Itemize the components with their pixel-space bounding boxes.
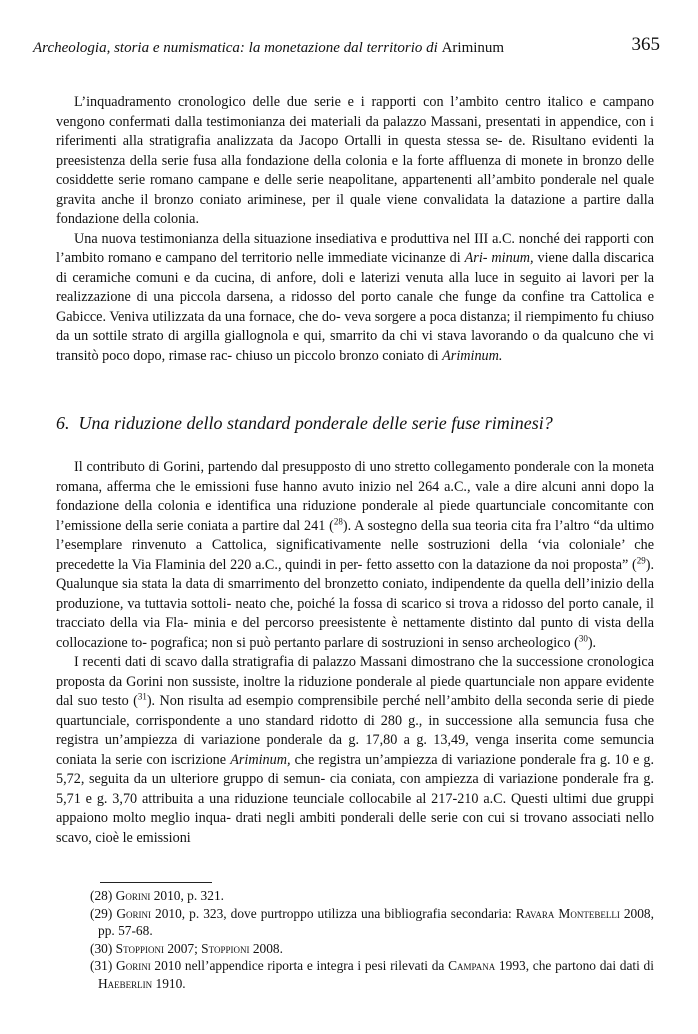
footnote-29: [56, 905, 654, 940]
p4-line: drati negli ambiti ponderali delle serie con cui si trovano associati nello scavo, cioè le emissioni: [56, 810, 655, 846]
p4-line: non appare evidente dal suo testo (: [56, 673, 655, 709]
body-block-2: [56, 458, 654, 848]
p1-line: L’inquadramento cronologico delle due serie e i rapporti con l’ambito centro italico e: [74, 94, 596, 110]
paragraph-1: [56, 93, 654, 230]
p3-line: della sua teoria cita fra l’altro “da ultimo l’esemplare rinvenuto a Cattolica, significativamente: [56, 517, 655, 553]
footnote-text: 2008, pp. 57-68.: [98, 905, 654, 938]
footnote-31: [56, 957, 654, 992]
body-block-1: [56, 93, 654, 366]
p4-line: che registra: [294, 751, 361, 768]
footnote-number: (28): [90, 888, 113, 903]
footnote-ref-29[interactable]: 29: [636, 554, 646, 565]
p3-line: ).: [587, 634, 597, 651]
footnote-author: Gorini: [115, 888, 151, 903]
p3-line: con la moneta romana, afferma che le emissioni fuse hanno avuto inizio nel 264 a.C., vale a: [56, 459, 655, 495]
footnote-text: 2010 nell’appendice riporta e integra i pesi rilevati da: [150, 958, 449, 973]
paragraph-3: [56, 458, 654, 653]
footnote-citation: Haeberlin: [98, 975, 153, 991]
p2-italic: Ariminum.: [442, 347, 503, 364]
p4-line: successione alla semuncia fusa che registra un’ampiezza di variazione ponderale da g. 17,80 a: [56, 712, 654, 748]
footnotes: [56, 887, 654, 992]
p3-line: del bronzetto coniato, indipendente da quella dell’inizio della produzione, va tuttavia sottoli-: [56, 576, 655, 612]
footnote-30: [56, 940, 654, 958]
p1-line: campano vengono confermati dalla testimonianza dei materiali da palazzo Massani, presentati: [56, 94, 654, 130]
p2-line: chiuso un piccolo bronzo coniato di: [235, 347, 439, 364]
paragraph-2: [56, 230, 654, 367]
p2-line: e qui, smarrito da chi vi stava lavorando o da qualcuno che vi transitò poco dopo, rimase rac-: [56, 328, 655, 364]
footnote-text: 1910.: [152, 975, 186, 991]
p4-line: ). Non risulta ad esempio comprensibile perché nell’ambito: [146, 693, 491, 709]
p1-line: quale viene convalidata la datazione a partire dalla fondazione della colonia.: [56, 191, 655, 227]
footnote-number: (30): [90, 940, 113, 956]
p3-line: pografica; non si può pertanto parlare di sostruzioni in senso archeologico (: [150, 634, 579, 651]
footnote-text: 2008.: [249, 940, 283, 956]
p2-line: dei rapporti con l’ambito romano e campano del territorio nelle immediate vicinanze di: [56, 230, 655, 266]
p4-line: cia coniata, con ampiezza di variazione ponderale fra g. 5,71 e g. 3,70 attribuita a una riduzione: [56, 771, 654, 807]
p2-italic: Ari-: [464, 250, 488, 266]
p2-line: viene dalla discarica di ceramiche comuni e da cucina, di anfore, doli e laterizi venuta: [56, 250, 655, 286]
p3-line: dire alcuni anni dopo la fondazione della colonia e identifica una riduzione ponderale al piede: [56, 478, 654, 514]
footnote-divider: [100, 882, 212, 883]
p4-line: g. 13,49, venga inserita come semuncia coniata la serie con iscrizione: [56, 732, 655, 768]
p1-line: in appendice, con i riferimenti alla stratigrafia analizzata da Jacopo Ortalli in questa stessa se-: [56, 113, 654, 149]
running-head-title-roman: Ariminum: [441, 40, 505, 56]
p4-line: della seconda serie di piede quartunciale, corrispondente a uno standard ridotto di 280 g., in: [56, 693, 655, 729]
footnote-text: partono dai dati di: [555, 958, 654, 973]
footnote-citation: Ravara: [515, 905, 555, 921]
footnote-author: Stoppioni: [115, 940, 164, 956]
footnote-ref-28[interactable]: 28: [333, 515, 343, 526]
p3-line: Il contributo di Gorini, partendo dal presupposto di uno stretto collegamento ponderale: [74, 459, 571, 475]
p4-italic: Ariminum,: [230, 751, 291, 768]
p3-line: fetto assetto con la datazione da noi proposta” (: [366, 556, 637, 573]
page-number: 365: [631, 34, 660, 55]
footnote-text: 2010, p. 323, dove purtroppo utilizza una bibliografia secondaria:: [151, 905, 516, 921]
p3-line: neato che, poiché la fossa di scarico si trova a ridosso del porto canale, il tracciato della via Fla-: [56, 595, 655, 631]
footnote-28: [56, 887, 654, 905]
footnote-author: Gorini: [116, 905, 151, 921]
p4-line: un’ampiezza di variazione ponderale fra g. 10 e g. 5,72, seguita da un ulteriore gruppo di semun-: [56, 751, 655, 787]
footnote-ref-30[interactable]: 30: [578, 632, 588, 643]
footnote-text: 2007;: [163, 940, 202, 956]
p2-line: alla luce in seguito ai lavori per la realizzazione di una piccola darsena, a ridosso del porto: [56, 269, 655, 305]
section-heading: [56, 411, 656, 435]
p2-line: veva sorgere a poca distanza; il riempimento fu chiuso da un sottile strato di argilla giallognola: [56, 308, 654, 344]
p4-line: I recenti dati di scavo dalla stratigrafia di palazzo Massani dimostrano che la successione: [74, 654, 584, 670]
footnote-author: Gorini: [116, 958, 151, 973]
running-head-title: Archeologia, storia e numismatica: la monetazione dal territorio di: [33, 40, 438, 56]
p3-line: ). Qualunque sia stata la data di smarrimento: [56, 556, 655, 592]
p1-line: affluenza di monete in bronzo delle cosiddette serie romano campane e delle serie neapolitane,: [56, 152, 655, 188]
p2-line: canale che funge da confine tra Cattolica e Gabicce. Veniva utilizzata da una fornace, che do-: [56, 289, 655, 325]
footnote-text: 2010, p. 321.: [150, 888, 224, 903]
footnote-citation: Montebelli: [558, 905, 620, 921]
footnote-number: (31): [90, 958, 113, 973]
p2-italic: minum,: [491, 250, 534, 266]
section-number: 6.: [56, 413, 70, 433]
p1-line: de. Risultano evidenti la preesistenza della serie fusa alla fondazione della colonia e la forte: [56, 133, 655, 169]
p4-line: cronologica proposta da Gorini non sussiste, inoltre la riduzione ponderale al piede quartunciale: [56, 654, 655, 690]
paragraph-4: [56, 653, 654, 848]
p2-line: Una nuova testimonianza della situazione insediativa e produttiva nel III a.C. nonché: [74, 230, 560, 247]
p3-line: minia e del percorso preesistente è nettamente distinto dal punto di vista della collocazione to-: [56, 615, 654, 651]
footnote-text: 1993, che: [495, 958, 552, 973]
footnote-number: (29): [90, 905, 113, 921]
footnote-author: Stoppioni: [201, 940, 250, 956]
p3-line: ). A sostegno: [342, 517, 418, 534]
p1-line: appartenenti all’ambito ponderale nel quale gravita anche il bronzo coniato ariminese, per il: [56, 172, 654, 208]
p4-line: teunciale collocabile al 217-210 a.C. Questi ultimi due gruppi appaiono molto meglio inqua-: [56, 790, 655, 826]
footnote-citation: Campana: [448, 958, 496, 973]
p3-line: nelle sostruzioni della ‘via coloniale’ che precedette la Via Flaminia del 220 a.C., quindi in per-: [56, 537, 655, 573]
p3-line: quartunciale concomitante con l’emissione della serie coniata a partire dal 241 (: [56, 498, 655, 534]
section-title: Una riduzione dello standard ponderale delle serie fuse riminesi?: [78, 413, 553, 433]
running-head: [33, 38, 658, 58]
footnote-ref-31[interactable]: 31: [137, 691, 147, 702]
